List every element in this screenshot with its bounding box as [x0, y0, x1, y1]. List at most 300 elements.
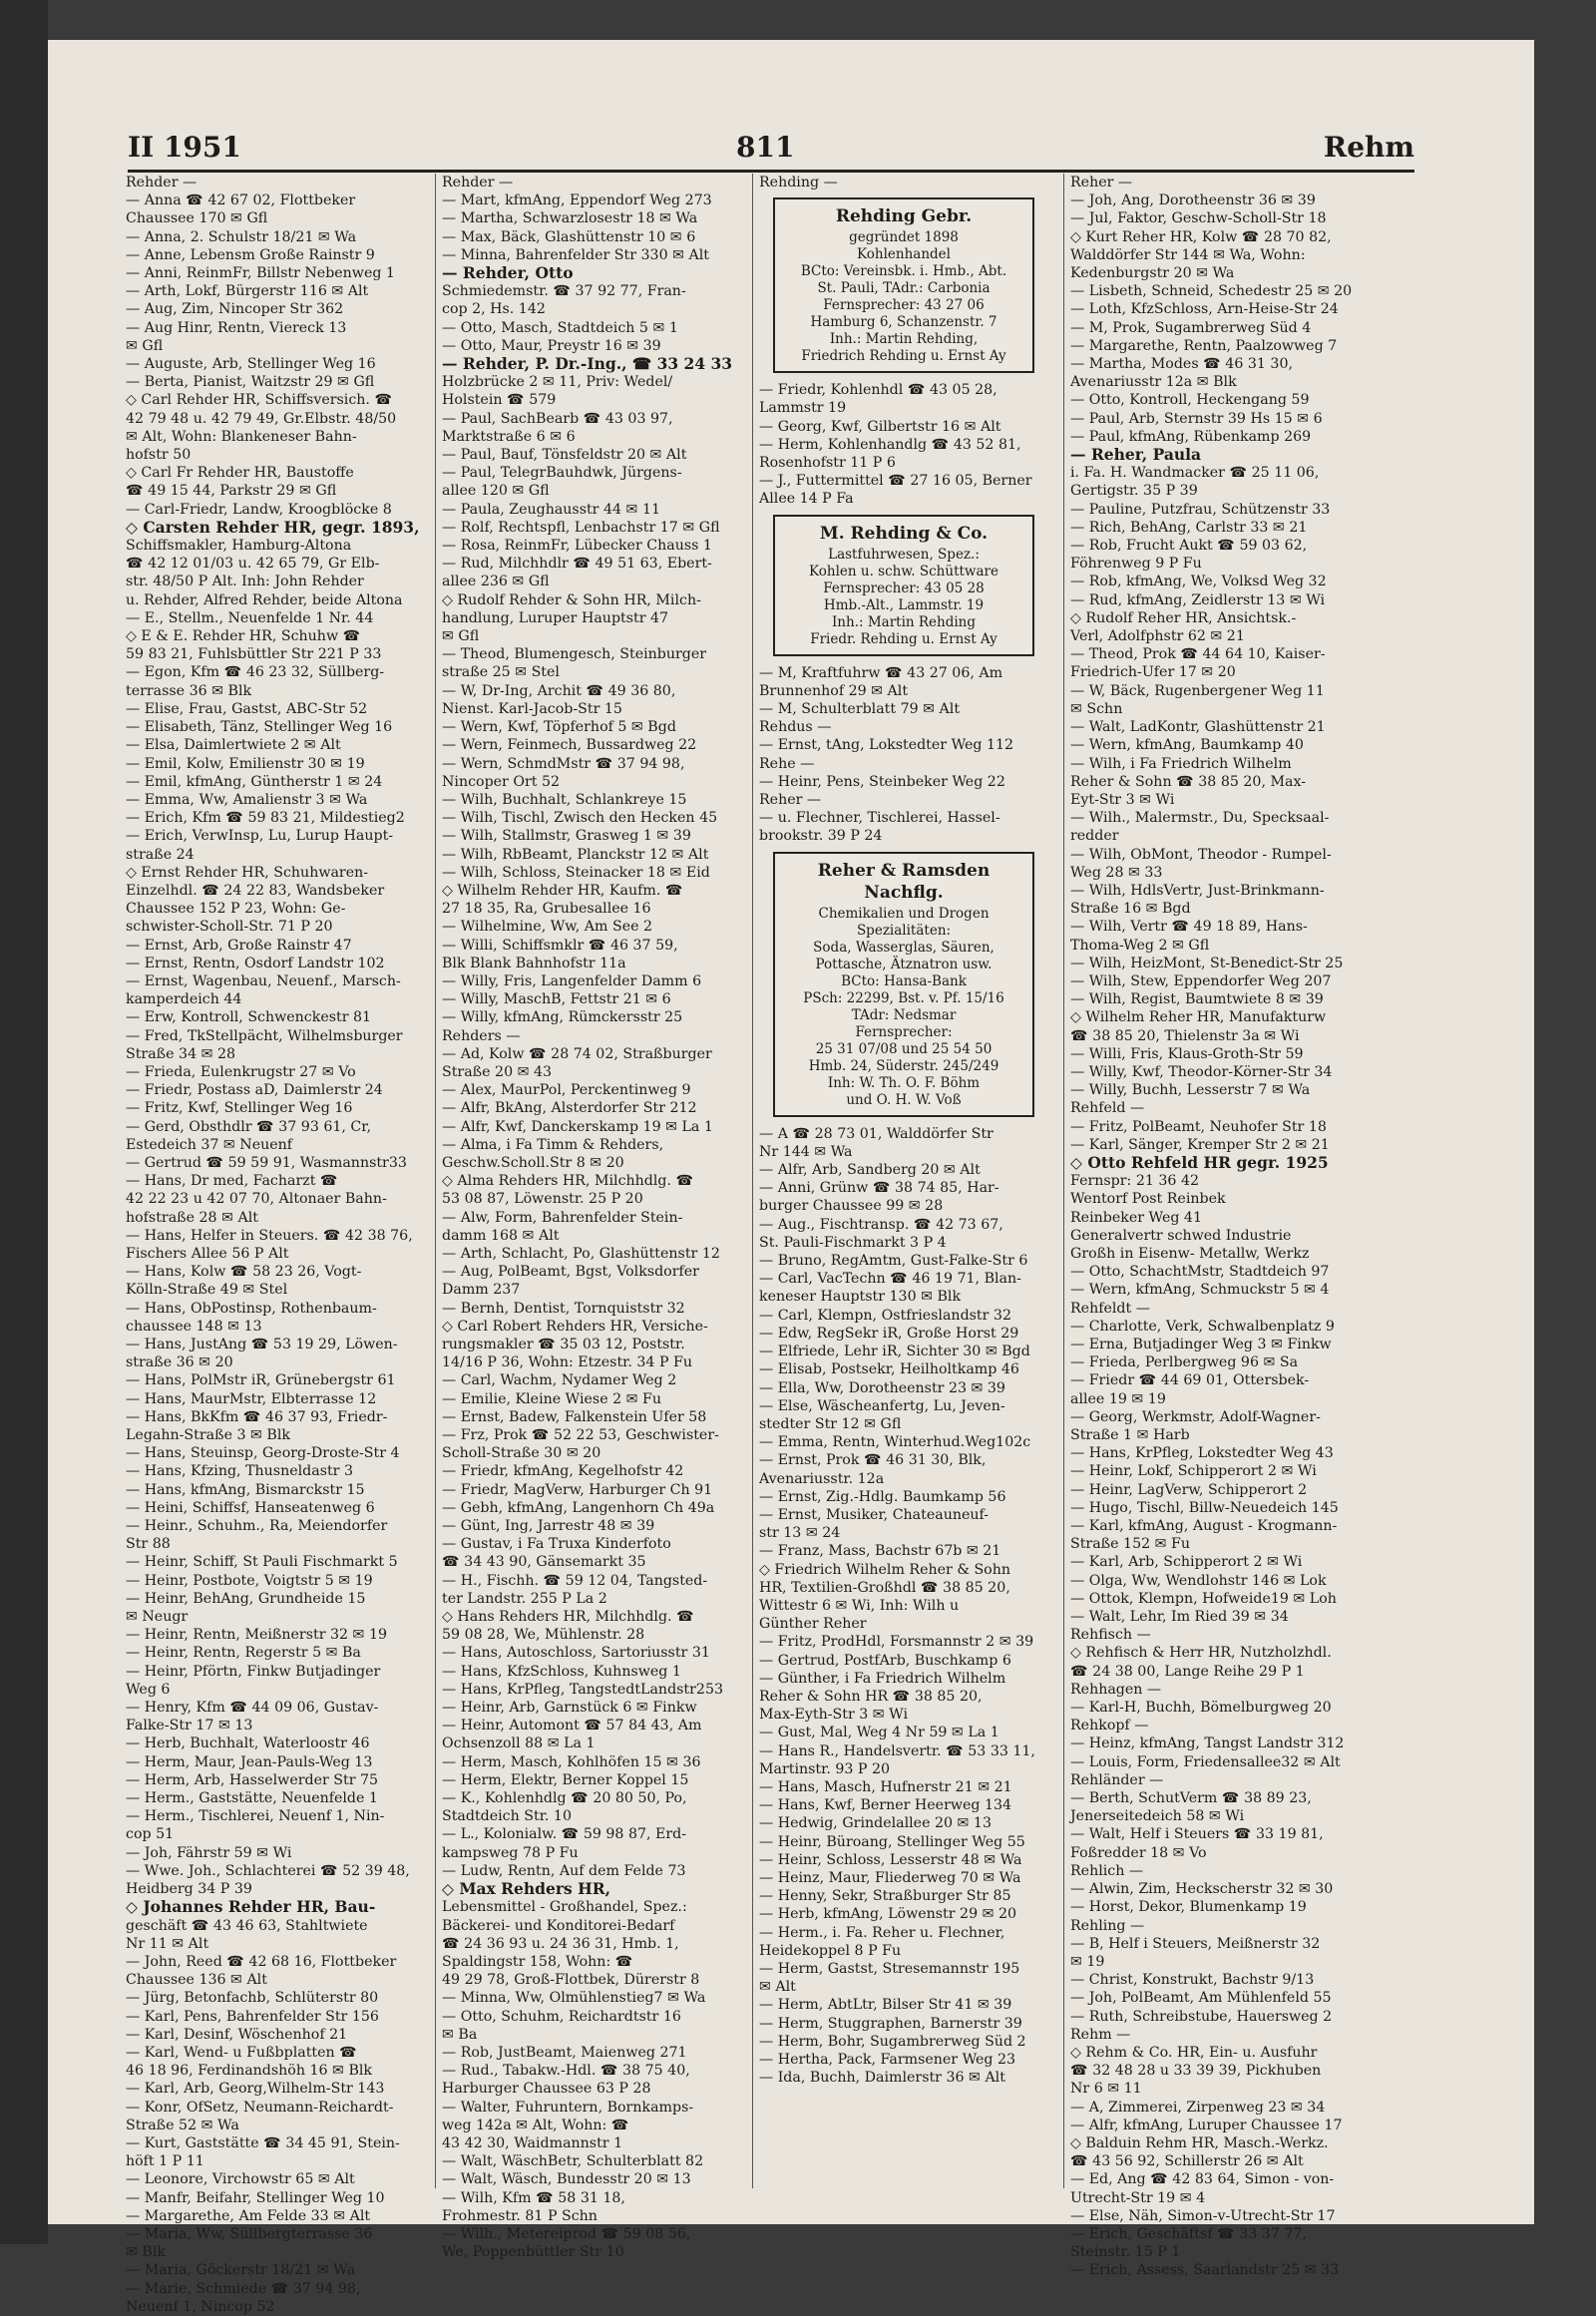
directory-entry-line: — Pauline, Putzfrau, Schützenstr 33	[1070, 501, 1331, 518]
directory-entry-line: ◇ Hans Rehders HR, Milchhdlg. ☎	[442, 1609, 694, 1626]
directory-entry-line: — Kurt, Gaststätte ☎ 34 45 91, Stein-	[126, 2134, 400, 2151]
directory-entry-line: Rehkopf —	[1070, 1718, 1149, 1735]
directory-entry-line: — Hans, KrPfleg, Lokstedter Weg 43	[1070, 1445, 1334, 1462]
directory-entry-line: allee 19 ✉ 19	[1070, 1390, 1166, 1407]
ad-title: M. Rehding & Co.	[819, 523, 989, 544]
directory-entry-line: — Aug, PolBeamt, Bgst, Volksdorfer	[442, 1264, 699, 1281]
directory-entry-line: keneser Hauptstr 130 ✉ Blk	[759, 1289, 962, 1306]
directory-entry-line: 59 08 28, We, Mühlenstr. 28	[442, 1627, 645, 1644]
directory-entry-line: — u. Flechner, Tischlerei, Hassel-	[759, 810, 1000, 827]
directory-entry-line: u. Rehder, Alfred Rehder, beide Altona	[126, 591, 403, 608]
directory-entry-line: Straße 52 ✉ Wa	[126, 2117, 239, 2133]
directory-entry-line: — Ernst, Arb, Große Rainstr 47	[126, 937, 352, 954]
directory-entry-line: Verl, Adolfphstr 62 ✉ 21	[1070, 628, 1245, 645]
directory-entry-line: Generalvertr schwed Industrie	[1070, 1227, 1292, 1244]
directory-entry-line: — Theod, Prok ☎ 44 64 10, Kaiser-	[1070, 646, 1326, 663]
directory-entry-line: 42 79 48 u. 42 79 49, Gr.Elbstr. 48/50	[126, 410, 397, 427]
ad-line: und O. H. W. Voß	[846, 1091, 962, 1108]
directory-entry-line: — Heinr, Büroang, Stellinger Weg 55	[759, 1833, 1025, 1850]
directory-entry-line: — Carl, VacTechn ☎ 46 19 71, Blan-	[759, 1271, 1021, 1288]
directory-entry-line: Rosenhofstr 11 P 6	[759, 455, 896, 472]
directory-entry-line: — Gerd, Obsthdlr ☎ 37 93 61, Cr,	[126, 1118, 372, 1135]
ad-line: Friedr. Rehding u. Ernst Ay	[810, 630, 998, 647]
directory-entry-line: Stadtdeich Str. 10	[442, 1808, 572, 1825]
directory-entry-line: — L., Kolonialw. ☎ 59 98 87, Erd-	[442, 1826, 687, 1843]
directory-entry-line: — Maria, Ww, Süllbergterrasse 36	[126, 2225, 373, 2242]
directory-entry-line: — Hugo, Tischl, Billw-Neuedeich 145	[1070, 1499, 1339, 1516]
page-number: 811	[736, 131, 795, 164]
directory-entry-line: — Carl, Klempn, Ostfrieslandstr 32	[759, 1307, 1011, 1324]
directory-entry-line: Marktstraße 6 ✉ 6	[442, 428, 576, 445]
directory-entry-line: — Bruno, RegAmtm, Gust-Falke-Str 6	[759, 1253, 1028, 1270]
directory-entry-line: — Willi, Schiffsmklr ☎ 46 37 59,	[442, 937, 678, 954]
directory-entry-line: — Heinr, Lokf, Schipperort 2 ✉ Wi	[1070, 1463, 1317, 1480]
directory-entry-line: — Lisbeth, Schneid, Schedestr 25 ✉ 20	[1070, 283, 1353, 300]
directory-entry-line: — Wilh., Metereiprod ☎ 59 08 56,	[442, 2225, 691, 2242]
directory-entry-line: — E., Stellm., Neuenfelde 1 Nr. 44	[126, 609, 374, 626]
directory-entry-line: Avenariusstr. 12a	[759, 1470, 885, 1487]
directory-entry-line: cop 51	[126, 1826, 175, 1843]
directory-entry-line: Heidekoppel 8 P Fu	[759, 1942, 902, 1959]
directory-entry-line: — Arth, Lokf, Bürgerstr 116 ✉ Alt	[126, 283, 369, 300]
directory-entry-line: ☎ 32 48 28 u 33 39 39, Pickhuben	[1070, 2063, 1322, 2080]
directory-entry-line: Nienst. Karl-Jacob-Str 15	[442, 700, 622, 717]
directory-entry-line: i. Fa. H. Wandmacker ☎ 25 11 06,	[1070, 465, 1320, 482]
directory-entry-line: — Georg, Werkmstr, Adolf-Wagner-	[1070, 1408, 1321, 1425]
directory-entry-line: — Willy, MaschB, Fettstr 21 ✉ 6	[442, 991, 671, 1008]
directory-entry-line: — Wilh, Regist, Baumtwiete 8 ✉ 39	[1070, 991, 1324, 1008]
directory-entry-line: kamperdeich 44	[126, 991, 242, 1008]
directory-entry-line: — Ernst, Badew, Falkenstein Ufer 58	[442, 1408, 707, 1425]
directory-entry-line: Harburger Chaussee 63 P 28	[442, 2081, 651, 2098]
directory-entry-line: brookstr. 39 P 24	[759, 828, 883, 845]
directory-entry-line: ☎ 43 56 92, Schillerstr 26 ✉ Alt	[1070, 2153, 1304, 2170]
directory-entry-line: — Hans, JustAng ☎ 53 19 29, Löwen-	[126, 1337, 398, 1352]
directory-entry-line: damm 168 ✉ Alt	[442, 1227, 560, 1244]
directory-entry-line: — Wwe. Joh., Schlachterei ☎ 52 39 48,	[126, 1862, 410, 1879]
directory-entry-line: — Joh, Ang, Dorotheenstr 36 ✉ 39	[1070, 193, 1316, 209]
directory-entry-line: ✉ Neugr	[126, 1609, 189, 1626]
directory-entry-line: Schmiedemstr. ☎ 37 92 77, Fran-	[442, 283, 686, 300]
directory-entry-line: — Horst, Dekor, Blumenkamp 19	[1070, 1899, 1307, 1916]
directory-entry-line: ◇ Rehfisch & Herr HR, Nutzholzhdl.	[1070, 1645, 1332, 1662]
directory-entry-line: Neuenf 1, Nincop 52	[126, 2298, 275, 2315]
directory-entry-line: Steinstr. 15 P 1	[1070, 2244, 1181, 2261]
directory-entry-line: Rehder —	[442, 175, 514, 191]
column-3	[752, 174, 1058, 2188]
directory-entry-line: — Friedr, Postass aD, Daimlerstr 24	[126, 1082, 383, 1099]
directory-entry-line: — Carl, Wachm, Nydamer Weg 2	[442, 1372, 677, 1389]
directory-entry-line: — A ☎ 28 73 01, Walddörfer Str	[759, 1125, 994, 1142]
directory-entry-line: ☎ 24 36 93 u. 24 36 31, Hmb. 1,	[442, 1935, 679, 1952]
directory-entry-line: Utrecht-Str 19 ✉ 4	[1070, 2189, 1206, 2206]
directory-entry-line: — Hans, BkKfm ☎ 46 37 93, Friedr-	[126, 1408, 388, 1425]
directory-entry-line: Thoma-Weg 2 ✉ Gfl	[1070, 937, 1210, 954]
directory-entry-line: — Walt, Helf i Steuers ☎ 33 19 81,	[1070, 1826, 1324, 1843]
directory-entry-line: — Rob, kfmAng, We, Volksd Weg 32	[1070, 574, 1327, 590]
directory-entry-line: — J., Futtermittel ☎ 27 16 05, Berner	[759, 473, 1032, 490]
directory-entry-line: — Carl-Friedr, Landw, Kroogblöcke 8	[126, 501, 392, 518]
directory-entry-line: — Anna, 2. Schulstr 18/21 ✉ Wa	[126, 228, 357, 245]
directory-entry-line: — Gertrud ☎ 59 59 91, Wasmannstr33	[126, 1154, 407, 1171]
directory-entry-line: — Alfr, Kwf, Danckerskamp 19 ✉ La 1	[442, 1118, 713, 1135]
directory-entry-line: — H., Fischh. ☎ 59 12 04, Tangsted-	[442, 1572, 708, 1589]
directory-entry-line: — Herm, Bohr, Sugambrerweg Süd 2	[759, 2033, 1026, 2050]
directory-entry-line: — Willy, Buchh, Lesserstr 7 ✉ Wa	[1070, 1082, 1311, 1099]
directory-entry-line: — Maria, Göckerstr 18/21 ✉ Wa	[126, 2262, 355, 2279]
directory-entry-line: — Herm., Tischlerei, Neuenf 1, Nin-	[126, 1808, 385, 1825]
directory-entry-line: Großh in Eisenw- Metallw, Werkz	[1070, 1245, 1310, 1262]
directory-entry-line: — Gebh, kfmAng, Langenhorn Ch 49a	[442, 1499, 715, 1516]
directory-entry-line: — Alma, i Fa Timm & Rehders,	[442, 1136, 664, 1153]
directory-entry-line: — Wern, SchmdMstr ☎ 37 94 98,	[442, 755, 685, 772]
directory-entry-line: — Karl, Sänger, Kremper Str 2 ✉ 21	[1070, 1136, 1330, 1153]
directory-entry-line: — Ernst, Wagenbau, Neuenf., Marsch-	[126, 972, 401, 989]
directory-entry-line: — Rud, kfmAng, Zeidlerstr 13 ✉ Wi	[1070, 591, 1326, 608]
directory-entry-line: — Rob, Frucht Aukt ☎ 59 03 62,	[1070, 538, 1308, 555]
directory-entry-line: Rehlich —	[1070, 1862, 1144, 1879]
directory-entry-line: — Wilh, Tischl, Zwisch den Hecken 45	[442, 810, 718, 827]
directory-entry-line: — Mart, kfmAng, Eppendorf Weg 273	[442, 193, 712, 209]
directory-entry-line: — W, Dr-Ing, Archit ☎ 49 36 80,	[442, 682, 676, 699]
directory-entry-line: Wittestr 6 ✉ Wi, Inh: Wilh u	[759, 1597, 960, 1614]
directory-entry-line: — Hans, KfzSchloss, Kuhnsweg 1	[442, 1663, 681, 1680]
directory-entry-line: ◇ Carsten Rehder HR, gegr. 1893,	[126, 517, 420, 537]
directory-entry-line: — Else, Näh, Simon-v-Utrecht-Str 17	[1070, 2207, 1336, 2224]
directory-entry-line: Rehding —	[759, 175, 838, 191]
directory-entry-line: 46 18 96, Ferdinandshöh 16 ✉ Blk	[126, 2063, 373, 2080]
directory-entry-line: 59 83 21, Fuhlsbüttler Str 221 P 33	[126, 646, 382, 663]
advertisement-m-rehding	[773, 515, 1034, 656]
directory-entry-line: schwister-Scholl-Str. 71 P 20	[126, 919, 333, 936]
directory-entry-line: — Egon, Kfm ☎ 46 23 32, Süllberg-	[126, 664, 385, 681]
directory-entry-line: terrasse 36 ✉ Blk	[126, 682, 252, 699]
directory-entry-line: Damm 237	[442, 1282, 521, 1299]
directory-entry-line: — Friedr, kfmAng, Kegelhofstr 42	[442, 1463, 684, 1480]
directory-entry-line: — Max, Bäck, Glashüttenstr 10 ✉ 6	[442, 228, 696, 245]
directory-entry-line: — Joh, PolBeamt, Am Mühlenfeld 55	[1070, 1990, 1332, 2007]
directory-entry-line: ◇ Rudolf Reher HR, Ansichtsk.-	[1070, 609, 1297, 626]
directory-entry-line: Reher —	[1070, 175, 1133, 191]
directory-entry-line: — Herm, Arb, Hasselwerder Str 75	[126, 1771, 379, 1788]
directory-entry-line: — Otto, Kontroll, Heckengang 59	[1070, 392, 1310, 409]
directory-page	[48, 40, 1534, 2315]
directory-entry-line: — Heinr, Pförtn, Finkw Butjadinger	[126, 1663, 381, 1680]
directory-entry-line: ✉ 19	[1070, 1953, 1105, 1970]
directory-entry-line: Einzelhdl. ☎ 24 22 83, Wandsbeker	[126, 882, 385, 899]
ad-line: Fernsprecher: 43 05 28	[823, 579, 985, 596]
directory-entry-line: — Wilh, HeizMont, St-Benedict-Str 25	[1070, 955, 1344, 971]
directory-entry-line: Legahn-Straße 3 ✉ Blk	[126, 1427, 290, 1444]
directory-entry-line: — Arth, Schlacht, Po, Glashüttenstr 12	[442, 1245, 720, 1262]
directory-entry-line: — Berth, SchutVerm ☎ 38 89 23,	[1070, 1790, 1312, 1807]
directory-entry-line: — Fritz, PolBeamt, Neuhofer Str 18	[1070, 1118, 1327, 1135]
directory-entry-line: — Margarethe, Rentn, Paalzowweg 7	[1070, 337, 1338, 354]
directory-entry-line: — Georg, Kwf, Gilbertstr 16 ✉ Alt	[759, 418, 1001, 435]
ad-line: Fernsprecher:	[855, 1023, 953, 1040]
directory-entry-line: Brunnenhof 29 ✉ Alt	[759, 682, 909, 699]
directory-entry-line: — Karl, Arb, Georg,Wilhelm-Str 143	[126, 2081, 385, 2098]
directory-entry-line: Reher & Sohn HR ☎ 38 85 20,	[759, 1688, 983, 1705]
directory-entry-line: ✉ Alt	[759, 1979, 796, 1996]
directory-entry-line: str 13 ✉ 24	[759, 1525, 841, 1542]
directory-entry-line: — Hans, Dr med, Facharzt ☎	[126, 1173, 338, 1190]
directory-entry-line: Avenariusstr 12a ✉ Blk	[1070, 374, 1237, 391]
directory-entry-line: Frohmestr. 81 P Schn	[442, 2207, 598, 2224]
directory-entry-line: — Herm, AbtLtr, Bilser Str 41 ✉ 39	[759, 1997, 1012, 2014]
directory-entry-line: Spaldingstr 158, Wohn: ☎	[442, 1953, 633, 1970]
directory-entry-line: — K., Kohlenhdlg ☎ 20 80 50, Po,	[442, 1790, 687, 1807]
directory-entry-line: — Friedr ☎ 44 69 01, Ottersbek-	[1070, 1372, 1310, 1389]
directory-entry-line: Rehländer —	[1070, 1771, 1164, 1788]
directory-entry-line: — Emil, Kolw, Emilienstr 30 ✉ 19	[126, 755, 365, 772]
directory-entry-line: ◇ Carl Fr Rehder HR, Baustoffe	[126, 465, 354, 482]
directory-entry-line: — Otto, SchachtMstr, Stadtdeich 97	[1070, 1264, 1330, 1281]
directory-entry-line: — Margarethe, Am Felde 33 ✉ Alt	[126, 2207, 371, 2224]
directory-entry-line: — Rich, BehAng, Carlstr 33 ✉ 21	[1070, 519, 1308, 536]
directory-entry-line: — Heinr, Schloss, Lesserstr 48 ✉ Wa	[759, 1851, 1022, 1868]
directory-entry-line: — Wilh, Kfm ☎ 58 31 18,	[442, 2189, 625, 2206]
directory-entry-line: — Emil, kfmAng, Güntherstr 1 ✉ 24	[126, 773, 383, 790]
directory-entry-line: — Anne, Lebensm Große Rainstr 9	[126, 246, 375, 263]
directory-entry-line: ✉ Alt, Wohn: Blankeneser Bahn-	[126, 428, 357, 445]
directory-entry-line: — Rehder, P. Dr.-Ing., ☎ 33 24 33	[442, 354, 733, 374]
directory-entry-line: — Alfr, BkAng, Alsterdorfer Str 212	[442, 1100, 697, 1117]
directory-entry-line: — Alfr, Arb, Sandberg 20 ✉ Alt	[759, 1162, 981, 1179]
directory-entry-line: — Martha, Modes ☎ 46 31 30,	[1070, 356, 1293, 373]
directory-entry-line: — Ernst, Zig.-Hdlg. Baumkamp 56	[759, 1488, 1006, 1505]
column-4	[1063, 174, 1366, 2279]
directory-entry-line: — Otto, Schuhm, Reichardtstr 16	[442, 2008, 681, 2025]
directory-entry-line: — Wilhelmine, Ww, Am See 2	[442, 919, 653, 936]
directory-entry-line: — Hans, Helfer in Steuers. ☎ 42 38 76,	[126, 1227, 413, 1244]
directory-entry-line: — Erich, Geschäftsf ☎ 33 37 77,	[1070, 2225, 1307, 2242]
directory-entry-line: — Erich, VerwInsp, Lu, Lurup Haupt-	[126, 828, 394, 845]
column-1	[126, 174, 425, 2315]
ad-line: Fernsprecher: 43 27 06	[823, 297, 985, 314]
directory-entry-line: — Heinr, Pens, Steinbeker Weg 22	[759, 773, 1005, 790]
directory-entry-line: — Frieda, Perlbergweg 96 ✉ Sa	[1070, 1354, 1299, 1371]
directory-entry-line: — Jürg, Betonfachb, Schlüterstr 80	[126, 1990, 379, 2007]
ad-title: Reher & Ramsden Nachflg.	[817, 860, 991, 903]
directory-entry-line: — Henny, Sekr, Straßburger Str 85	[759, 1888, 1011, 1905]
directory-entry-line: ☎ 42 12 01/03 u. 42 65 79, Gr Elb-	[126, 556, 380, 573]
directory-entry-line: — Willy, Kwf, Theodor-Körner-Str 34	[1070, 1063, 1333, 1080]
directory-entry-line: Reher —	[759, 792, 822, 809]
directory-entry-line: 53 08 87, Löwenstr. 25 P 20	[442, 1191, 643, 1208]
directory-entry-line: — Walt, WäschBetr, Schulterblatt 82	[442, 2153, 704, 2170]
directory-entry-line: ◇ Ernst Rehder HR, Schuhwaren-	[126, 864, 369, 881]
directory-entry-line: — Frz, Prok ☎ 52 22 53, Geschwister-	[442, 1427, 719, 1444]
ad-line: 25 31 07/08 und 25 54 50	[815, 1040, 993, 1057]
directory-entry-line: str. 48/50 P Alt. Inh: John Rehder	[126, 574, 364, 590]
directory-entry-line: — Friedr, Kohlenhdl ☎ 43 05 28,	[759, 382, 998, 399]
ad-line: Kohlenhandel	[857, 246, 951, 263]
directory-entry-line: Scholl-Straße 30 ✉ 20	[442, 1445, 601, 1462]
directory-entry-line: — Elsa, Daimlertwiete 2 ✉ Alt	[126, 737, 341, 754]
directory-entry-line: — Willy, kfmAng, Rümckersstr 25	[442, 1009, 683, 1026]
directory-entry-line: — Rob, JustBeamt, Maienweg 271	[442, 2044, 687, 2061]
directory-entry-line: — Herm., Gaststätte, Neuenfelde 1	[126, 1790, 378, 1807]
directory-entry-line: — Olga, Ww, Wendlohstr 146 ✉ Lok	[1070, 1572, 1327, 1589]
directory-entry-line: Geschw.Scholl.Str 8 ✉ 20	[442, 1154, 624, 1171]
directory-entry-line: Schiffsmakler, Hamburg-Altona	[126, 538, 352, 555]
directory-entry-line: — Wilh, Schloss, Steinacker 18 ✉ Eid	[442, 864, 710, 881]
directory-entry-line: ✉ Schn	[1070, 700, 1123, 717]
directory-entry-line: — Rehder, Otto	[442, 263, 574, 283]
directory-entry-line: — Karl, Desinf, Wöschenhof 21	[126, 2026, 348, 2043]
directory-entry-line: We, Poppenbüttler Str 10	[442, 2244, 624, 2261]
directory-entry-line: hofstr 50	[126, 447, 192, 464]
directory-entry-line: — Aug., Fischtransp. ☎ 42 73 67,	[759, 1216, 1003, 1233]
directory-entry-line: — Ruth, Schreibstube, Hauersweg 2	[1070, 2008, 1333, 2025]
directory-entry-line: — Erna, Butjadinger Weg 3 ✉ Finkw	[1070, 1337, 1332, 1352]
directory-entry-line: hofstraße 28 ✉ Alt	[126, 1209, 258, 1226]
directory-entry-line: redder	[1070, 828, 1119, 845]
ad-line: gegründet 1898	[849, 229, 959, 246]
directory-entry-line: — Emma, Rentn, Winterhud.Weg102c	[759, 1434, 1031, 1451]
directory-entry-line: — Heinz, kfmAng, Tangst Landstr 312	[1070, 1736, 1345, 1752]
directory-entry-line: Straße 152 ✉ Fu	[1070, 1536, 1191, 1553]
directory-entry-line: Günther Reher	[759, 1616, 867, 1633]
directory-entry-line: — Heinz, Maur, Fliederweg 70 ✉ Wa	[759, 1869, 1021, 1886]
directory-entry-line: — Gertrud, PostfArb, Buschkamp 6	[759, 1652, 1011, 1669]
directory-entry-line: Foßredder 18 ✉ Vo	[1070, 1844, 1207, 1861]
directory-entry-line: — Alwin, Zim, Heckscherstr 32 ✉ 30	[1070, 1881, 1334, 1898]
directory-entry-line: — Martha, Schwarzlosestr 18 ✉ Wa	[442, 210, 698, 227]
directory-entry-line: geschäft ☎ 43 46 63, Stahltwiete	[126, 1917, 368, 1934]
directory-entry-line: Weg 6	[126, 1681, 171, 1698]
directory-entry-line: — Elfriede, Lehr iR, Sichter 30 ✉ Bgd	[759, 1344, 1030, 1360]
directory-entry-line: — Paul, kfmAng, Rübenkamp 269	[1070, 428, 1312, 445]
directory-entry-line: — Ida, Buchh, Daimlerstr 36 ✉ Alt	[759, 2070, 1005, 2087]
directory-entry-line: — Fred, TkStellpächt, Wilhelmsburger	[126, 1027, 403, 1044]
directory-entry-line: Allee 14 P Fa	[759, 491, 854, 508]
directory-entry-line: Föhrenweg 9 P Fu	[1070, 556, 1202, 573]
directory-entry-line: Rehfeldt —	[1070, 1300, 1150, 1317]
directory-entry-line: — Wern, Kwf, Töpferhof 5 ✉ Bgd	[442, 719, 676, 736]
directory-entry-line: — A, Zimmerei, Zirpenweg 23 ✉ 34	[1070, 2099, 1326, 2116]
directory-entry-line: — Ella, Ww, Dorotheenstr 23 ✉ 39	[759, 1379, 1005, 1396]
directory-entry-line: — Wilh, HdlsVertr, Just-Brinkmann-	[1070, 882, 1325, 899]
directory-entry-line: — Karl, Wend- u Fußbplatten ☎	[126, 2044, 357, 2061]
directory-entry-line: Rehfisch —	[1070, 1627, 1151, 1644]
directory-entry-line: Kölln-Straße 49 ✉ Stel	[126, 1282, 288, 1299]
directory-entry-line: — Marie, Schmiede ☎ 37 94 98,	[126, 2280, 361, 2297]
directory-entry-line: ◇ Wilhelm Reher HR, Manufakturw	[1070, 1009, 1327, 1026]
directory-entry-line: Rehders —	[442, 1027, 521, 1044]
directory-entry-line: — Heinr, LagVerw, Schipperort 2	[1070, 1481, 1308, 1498]
directory-entry-line: — Ludw, Rentn, Auf dem Felde 73	[442, 1862, 686, 1879]
directory-entry-line: 42 22 23 u 42 07 70, Altonaer Bahn-	[126, 1191, 387, 1208]
advertisement-reher-ramsden	[773, 852, 1034, 1117]
directory-entry-line: — Erw, Kontroll, Schwenckestr 81	[126, 1009, 372, 1026]
directory-entry-line: ◇ Carl Rehder HR, Schiffsversich. ☎	[126, 392, 393, 409]
ad-line: Inh.: Martin Rehding	[831, 613, 977, 630]
directory-entry-line: handlung, Luruper Hauptstr 47	[442, 609, 669, 626]
directory-entry-line: Rehfeld —	[1070, 1100, 1145, 1117]
directory-entry-line: rungsmakler ☎ 35 03 12, Poststr.	[442, 1337, 685, 1352]
directory-entry-line: — Heinr, Rentn, Meißnerstr 32 ✉ 19	[126, 1627, 387, 1644]
directory-entry-line: — Ernst, Rentn, Osdorf Landstr 102	[126, 955, 385, 971]
directory-entry-line: — Willi, Fris, Klaus-Groth-Str 59	[1070, 1045, 1304, 1062]
directory-entry-line: — Anni, ReinmFr, Billstr Nebenweg 1	[126, 265, 395, 282]
directory-entry-line: ◇ Wilhelm Rehder HR, Kaufm. ☎	[442, 882, 683, 899]
ad-line: BCto: Vereinsbk. i. Hmb., Abt.	[800, 263, 1007, 280]
directory-entry-line: — Friedr, MagVerw, Harburger Ch 91	[442, 1481, 713, 1498]
directory-entry-line: — Gustav, i Fa Truxa Kinderfoto	[442, 1536, 671, 1553]
directory-entry-line: Falke-Str 17 ✉ 13	[126, 1718, 253, 1735]
directory-entry-line: Rehe —	[759, 755, 815, 772]
directory-entry-line: — Wilh, Buchhalt, Schlankreye 15	[442, 791, 687, 808]
directory-entry-line: — Edw, RegSekr iR, Große Horst 29	[759, 1325, 1019, 1342]
directory-entry-line: Lebensmittel - Großhandel, Spez.:	[442, 1899, 687, 1916]
directory-entry-line: 27 18 35, Ra, Grubesallee 16	[442, 901, 651, 918]
directory-entry-line: — M, Prok, Sugambrerweg Süd 4	[1070, 319, 1312, 336]
directory-entry-line: — Paula, Zeughausstr 44 ✉ 11	[442, 501, 660, 518]
directory-entry-line: Ochsenzoll 88 ✉ La 1	[442, 1736, 596, 1752]
directory-entry-line: ◇ Alma Rehders HR, Milchhdlg. ☎	[442, 1173, 694, 1190]
directory-entry-line: — Hans, PolMstr iR, Grünebergstr 61	[126, 1372, 396, 1389]
directory-entry-line: ◇ E & E. Rehder HR, Schuhw ☎	[126, 628, 361, 645]
directory-entry-line: Weg 28 ✉ 33	[1070, 864, 1163, 881]
directory-entry-line: — Otto, Masch, Stadtdeich 5 ✉ 1	[442, 319, 678, 336]
directory-entry-line: — Frieda, Eulenkrugstr 27 ✉ Vo	[126, 1063, 356, 1080]
directory-entry-line: — Erich, Assess, Saarlandstr 25 ✉ 33	[1070, 2262, 1340, 2279]
directory-entry-line: — Minna, Bahrenfelder Str 330 ✉ Alt	[442, 246, 709, 263]
directory-entry-line: — Anna ☎ 42 67 02, Flottbeker	[126, 193, 356, 209]
column-2	[435, 174, 741, 2261]
directory-entry-line: — Leonore, Virchowstr 65 ✉ Alt	[126, 2171, 355, 2188]
directory-entry-line: — Hans, KrPfleg, TangstedtLandstr253	[442, 1681, 723, 1698]
directory-entry-line: ☎ 38 85 20, Thielenstr 3a ✉ Wi	[1070, 1027, 1300, 1044]
directory-entry-line: — Paul, Arb, Sternstr 39 Hs 15 ✉ 6	[1070, 410, 1323, 427]
directory-entry-line: — Ernst, Prok ☎ 46 31 30, Blk,	[759, 1452, 987, 1469]
header-keyword: Rehm	[1323, 131, 1414, 164]
directory-entry-line: — Wilh., Malermstr., Du, Specksaal-	[1070, 810, 1330, 827]
ad-line: BCto: Hansa-Bank	[841, 972, 967, 989]
directory-entry-line: — Ottok, Klempn, Hofweide19 ✉ Loh	[1070, 1590, 1337, 1607]
directory-entry-line: Chaussee 170 ✉ Gfl	[126, 210, 268, 227]
scan-edge	[0, 0, 48, 2244]
directory-entry-line: ✉ Ba	[442, 2026, 478, 2043]
directory-entry-line: ◇ Kurt Reher HR, Kolw ☎ 28 70 82,	[1070, 228, 1332, 245]
directory-entry-line: stedter Str 12 ✉ Gfl	[759, 1415, 902, 1432]
directory-entry-line: straße 36 ✉ 20	[126, 1354, 233, 1371]
directory-entry-line: burger Chaussee 99 ✉ 28	[759, 1198, 944, 1215]
directory-entry-line: — Karl-H, Buchh, Bömelburgweg 20	[1070, 1700, 1332, 1717]
directory-entry-line: — Herb, Buchhalt, Waterloostr 46	[126, 1736, 370, 1752]
directory-entry-line: Wentorf Post Reinbek	[1070, 1191, 1226, 1208]
directory-entry-line: — Franz, Mass, Bachstr 67b ✉ 21	[759, 1543, 1001, 1560]
directory-entry-line: — Hans, ObPostinsp, Rothenbaum-	[126, 1300, 377, 1317]
directory-entry-line: — Herb, kfmAng, Löwenstr 29 ✉ 20	[759, 1906, 1017, 1923]
directory-entry-line: — Wern, kfmAng, Baumkamp 40	[1070, 737, 1304, 754]
directory-entry-line: Fischers Allee 56 P Alt	[126, 1245, 289, 1262]
directory-entry-line: Holzbrücke 2 ✉ 11, Priv: Wedel/	[442, 374, 673, 391]
directory-entry-line: Nr 6 ✉ 11	[1070, 2081, 1142, 2098]
page-header	[128, 110, 1414, 173]
directory-entry-line: — Hans, Kolw ☎ 58 23 26, Vogt-	[126, 1264, 362, 1281]
directory-entry-line: straße 24	[126, 846, 195, 863]
directory-entry-line: — Konr, OfSetz, Neumann-Reichardt-	[126, 2099, 394, 2116]
directory-entry-line: — Paul, Bauf, Tönsfeldstr 20 ✉ Alt	[442, 447, 687, 464]
directory-entry-line: — Ed, Ang ☎ 42 83 64, Simon - von-	[1070, 2171, 1335, 2188]
directory-entry-line: Eyt-Str 3 ✉ Wi	[1070, 791, 1175, 808]
directory-entry-line: Friedrich-Ufer 17 ✉ 20	[1070, 664, 1236, 681]
directory-entry-line: — Heinr, Postbote, Voigtstr 5 ✉ 19	[126, 1572, 373, 1589]
directory-entry-line: Rehhagen —	[1070, 1681, 1162, 1698]
